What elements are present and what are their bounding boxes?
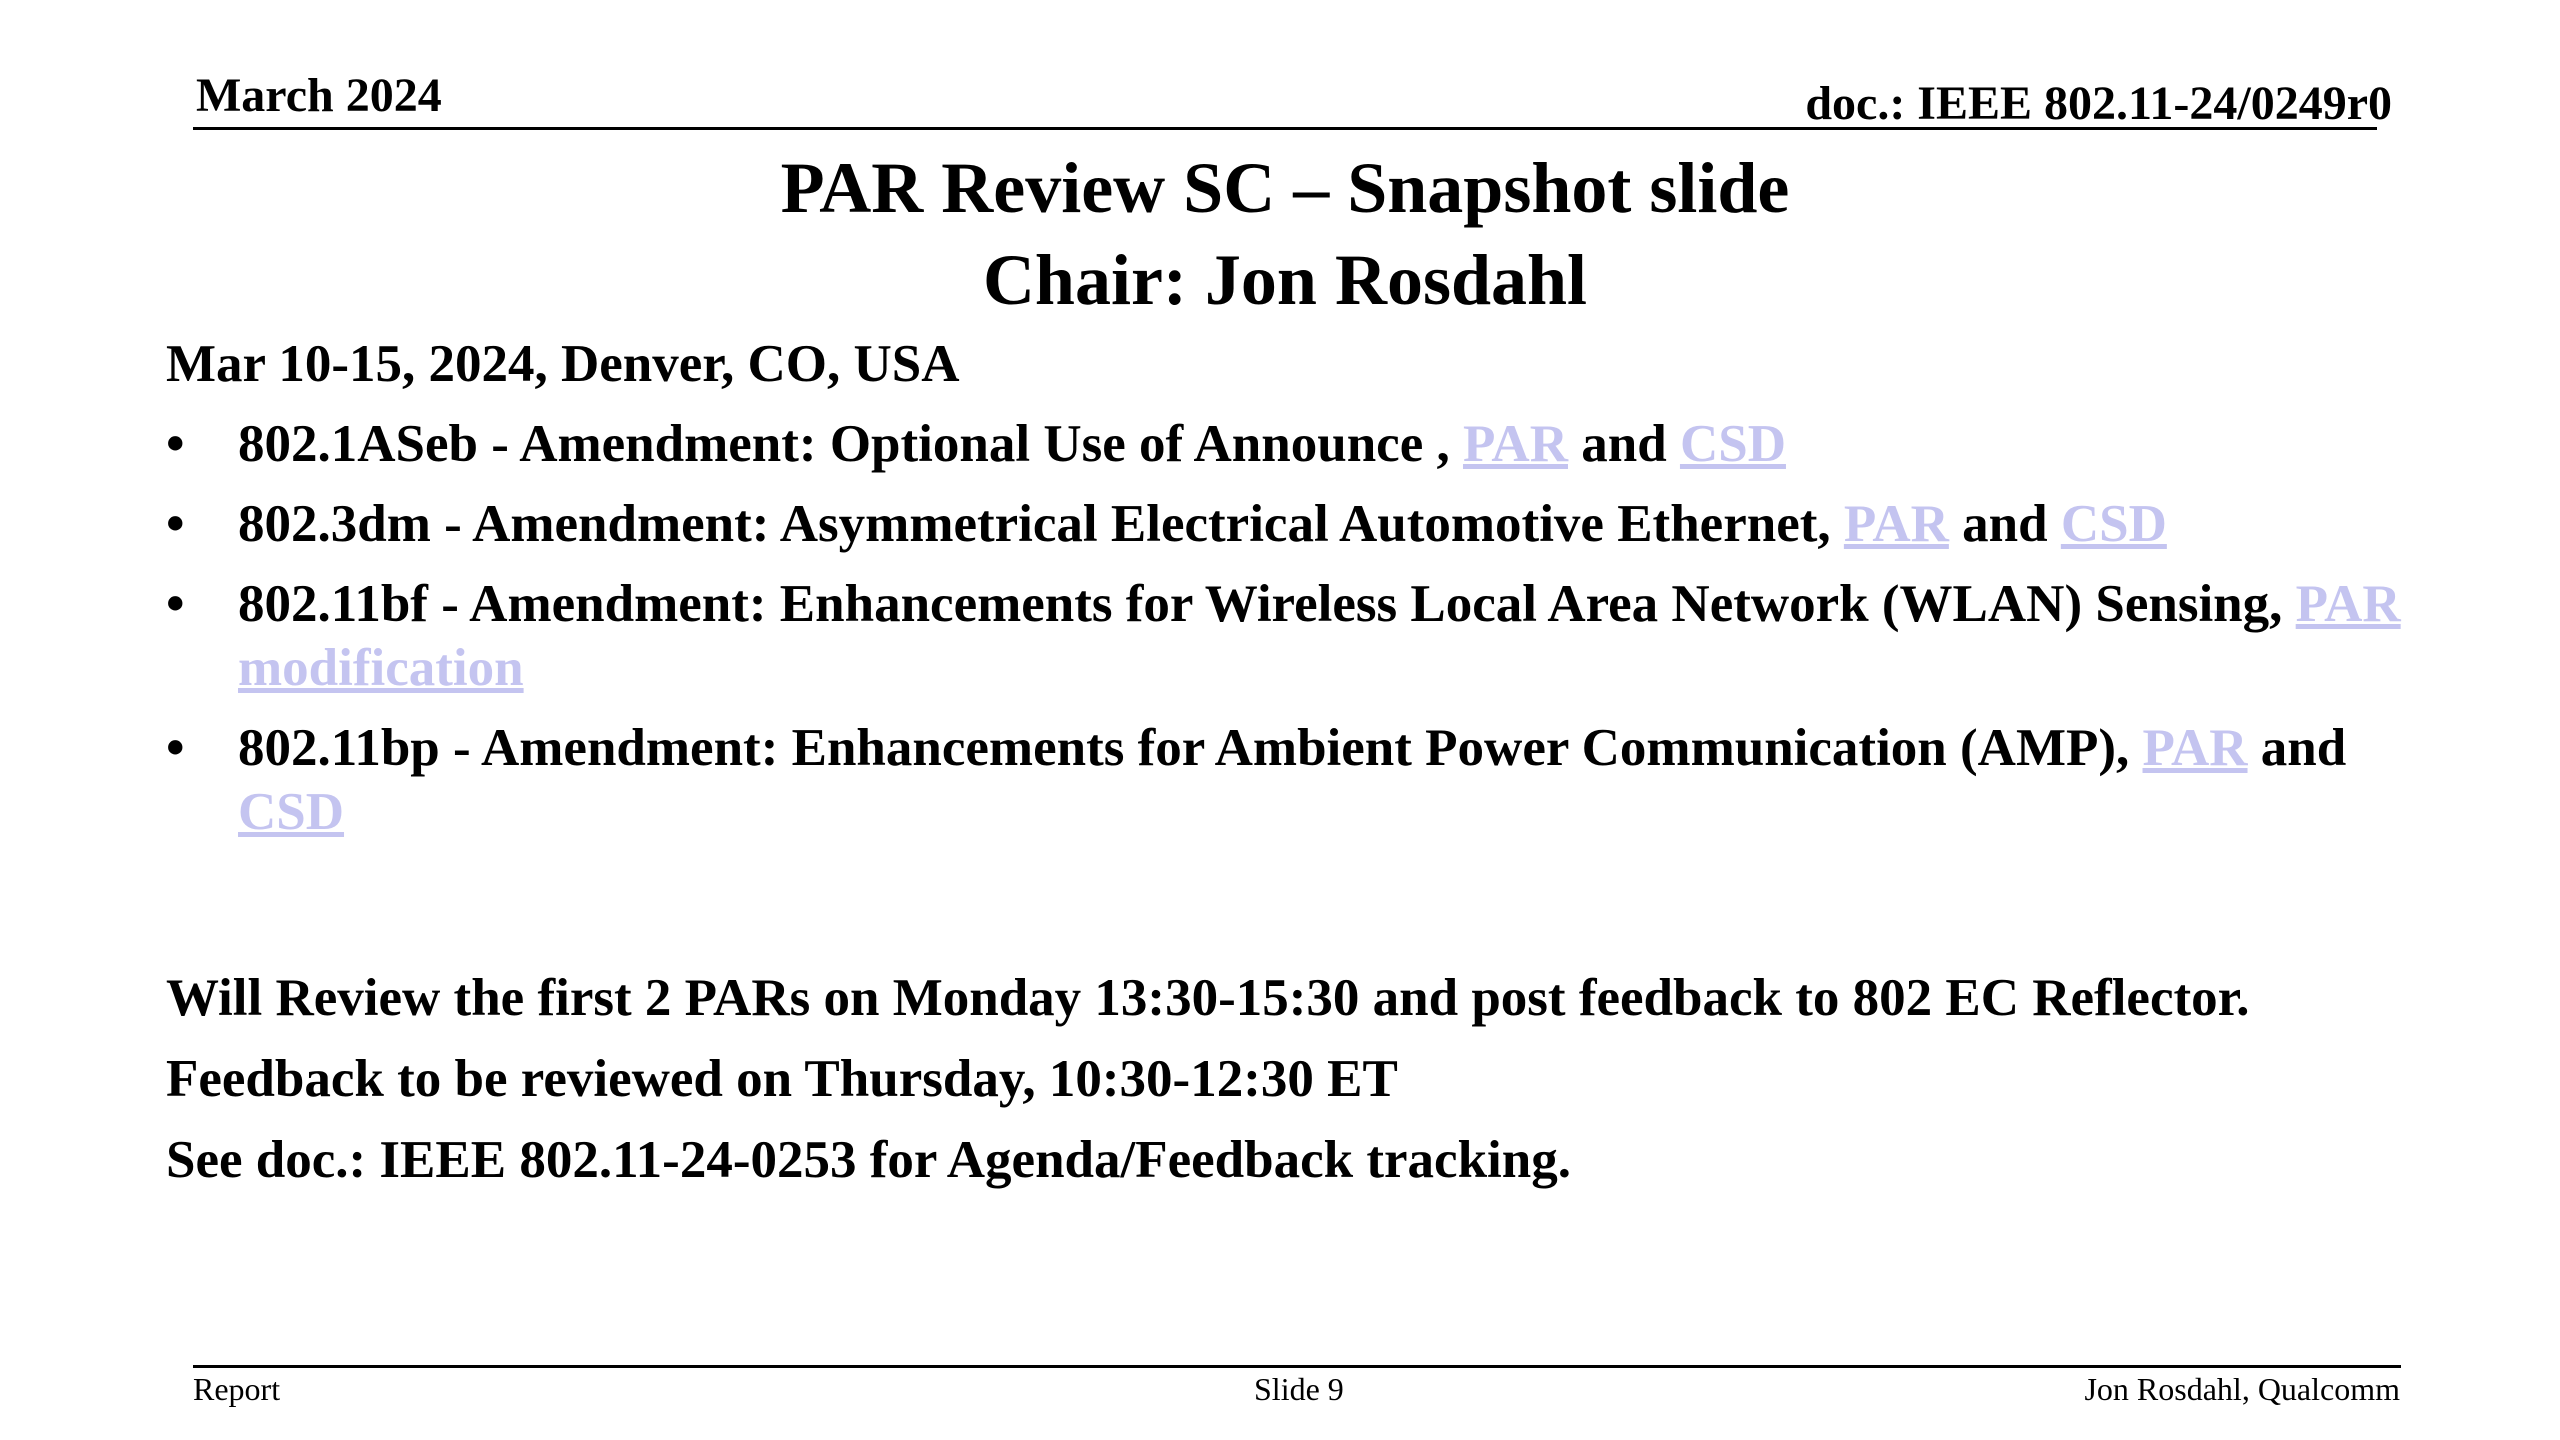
slide-title <box>0 142 2560 326</box>
header-date: March 2024 <box>196 69 442 122</box>
title-line-2: Chair: Jon Rosdahl <box>982 240 1588 320</box>
item-conjunction: and <box>2247 719 2347 777</box>
footer-label: Report <box>193 1371 281 1407</box>
note-line: See doc.: IEEE 802.11-24-0253 for Agenda/Feedback tracking. <box>166 1131 1571 1189</box>
par-modification-link[interactable]: PAR modification <box>238 575 2401 697</box>
item-text: 802.11bf - Amendment: Enhancements for Wireless Local Area Network (WLAN) Sensing, <box>238 575 2296 633</box>
list-item <box>166 492 2406 556</box>
item-text: 802.1ASeb - Amendment: Optional Use of Announce , <box>238 415 1463 473</box>
bullet: • <box>166 575 185 633</box>
slide-number: Slide 9 <box>1254 1371 1344 1407</box>
note-line: Feedback to be reviewed on Thursday, 10:30-12:30 ET <box>166 1050 1398 1108</box>
list-item <box>166 412 2406 476</box>
item-conjunction: and <box>1567 415 1680 473</box>
header-divider <box>193 127 2377 130</box>
note-line: Will Review the first 2 PARs on Monday 13:30-15:30 and post feedback to 802 EC Reflector. <box>166 969 2250 1027</box>
review-notes <box>166 966 2466 1209</box>
header-doc-id: doc.: IEEE 802.11-24/0249r0 <box>1805 77 2392 130</box>
bullet: • <box>166 495 185 553</box>
csd-link[interactable]: CSD <box>238 783 345 841</box>
meeting-info: Mar 10-15, 2024, Denver, CO, USA <box>166 335 960 393</box>
par-link[interactable]: PAR <box>1843 495 1949 553</box>
par-link[interactable]: PAR <box>1462 415 1568 473</box>
slide-content <box>166 332 2406 860</box>
csd-link[interactable]: CSD <box>1679 415 1786 473</box>
footer-author: Jon Rosdahl, Qualcomm <box>2084 1371 2400 1407</box>
list-item <box>166 716 2406 844</box>
csd-link[interactable]: CSD <box>2060 495 2167 553</box>
par-list <box>166 412 2406 844</box>
footer-divider <box>193 1365 2401 1368</box>
bullet: • <box>166 719 185 777</box>
bullet: • <box>166 415 185 473</box>
item-conjunction: and <box>1948 495 2061 553</box>
list-item <box>166 572 2406 700</box>
item-text: 802.3dm - Amendment: Asymmetrical Electrical Automotive Ethernet, <box>238 495 1844 553</box>
item-text: 802.11bp - Amendment: Enhancements for Ambient Power Communication (AMP), <box>238 719 2143 777</box>
par-link[interactable]: PAR <box>2142 719 2248 777</box>
title-line-1: PAR Review SC – Snapshot slide <box>780 148 1790 228</box>
